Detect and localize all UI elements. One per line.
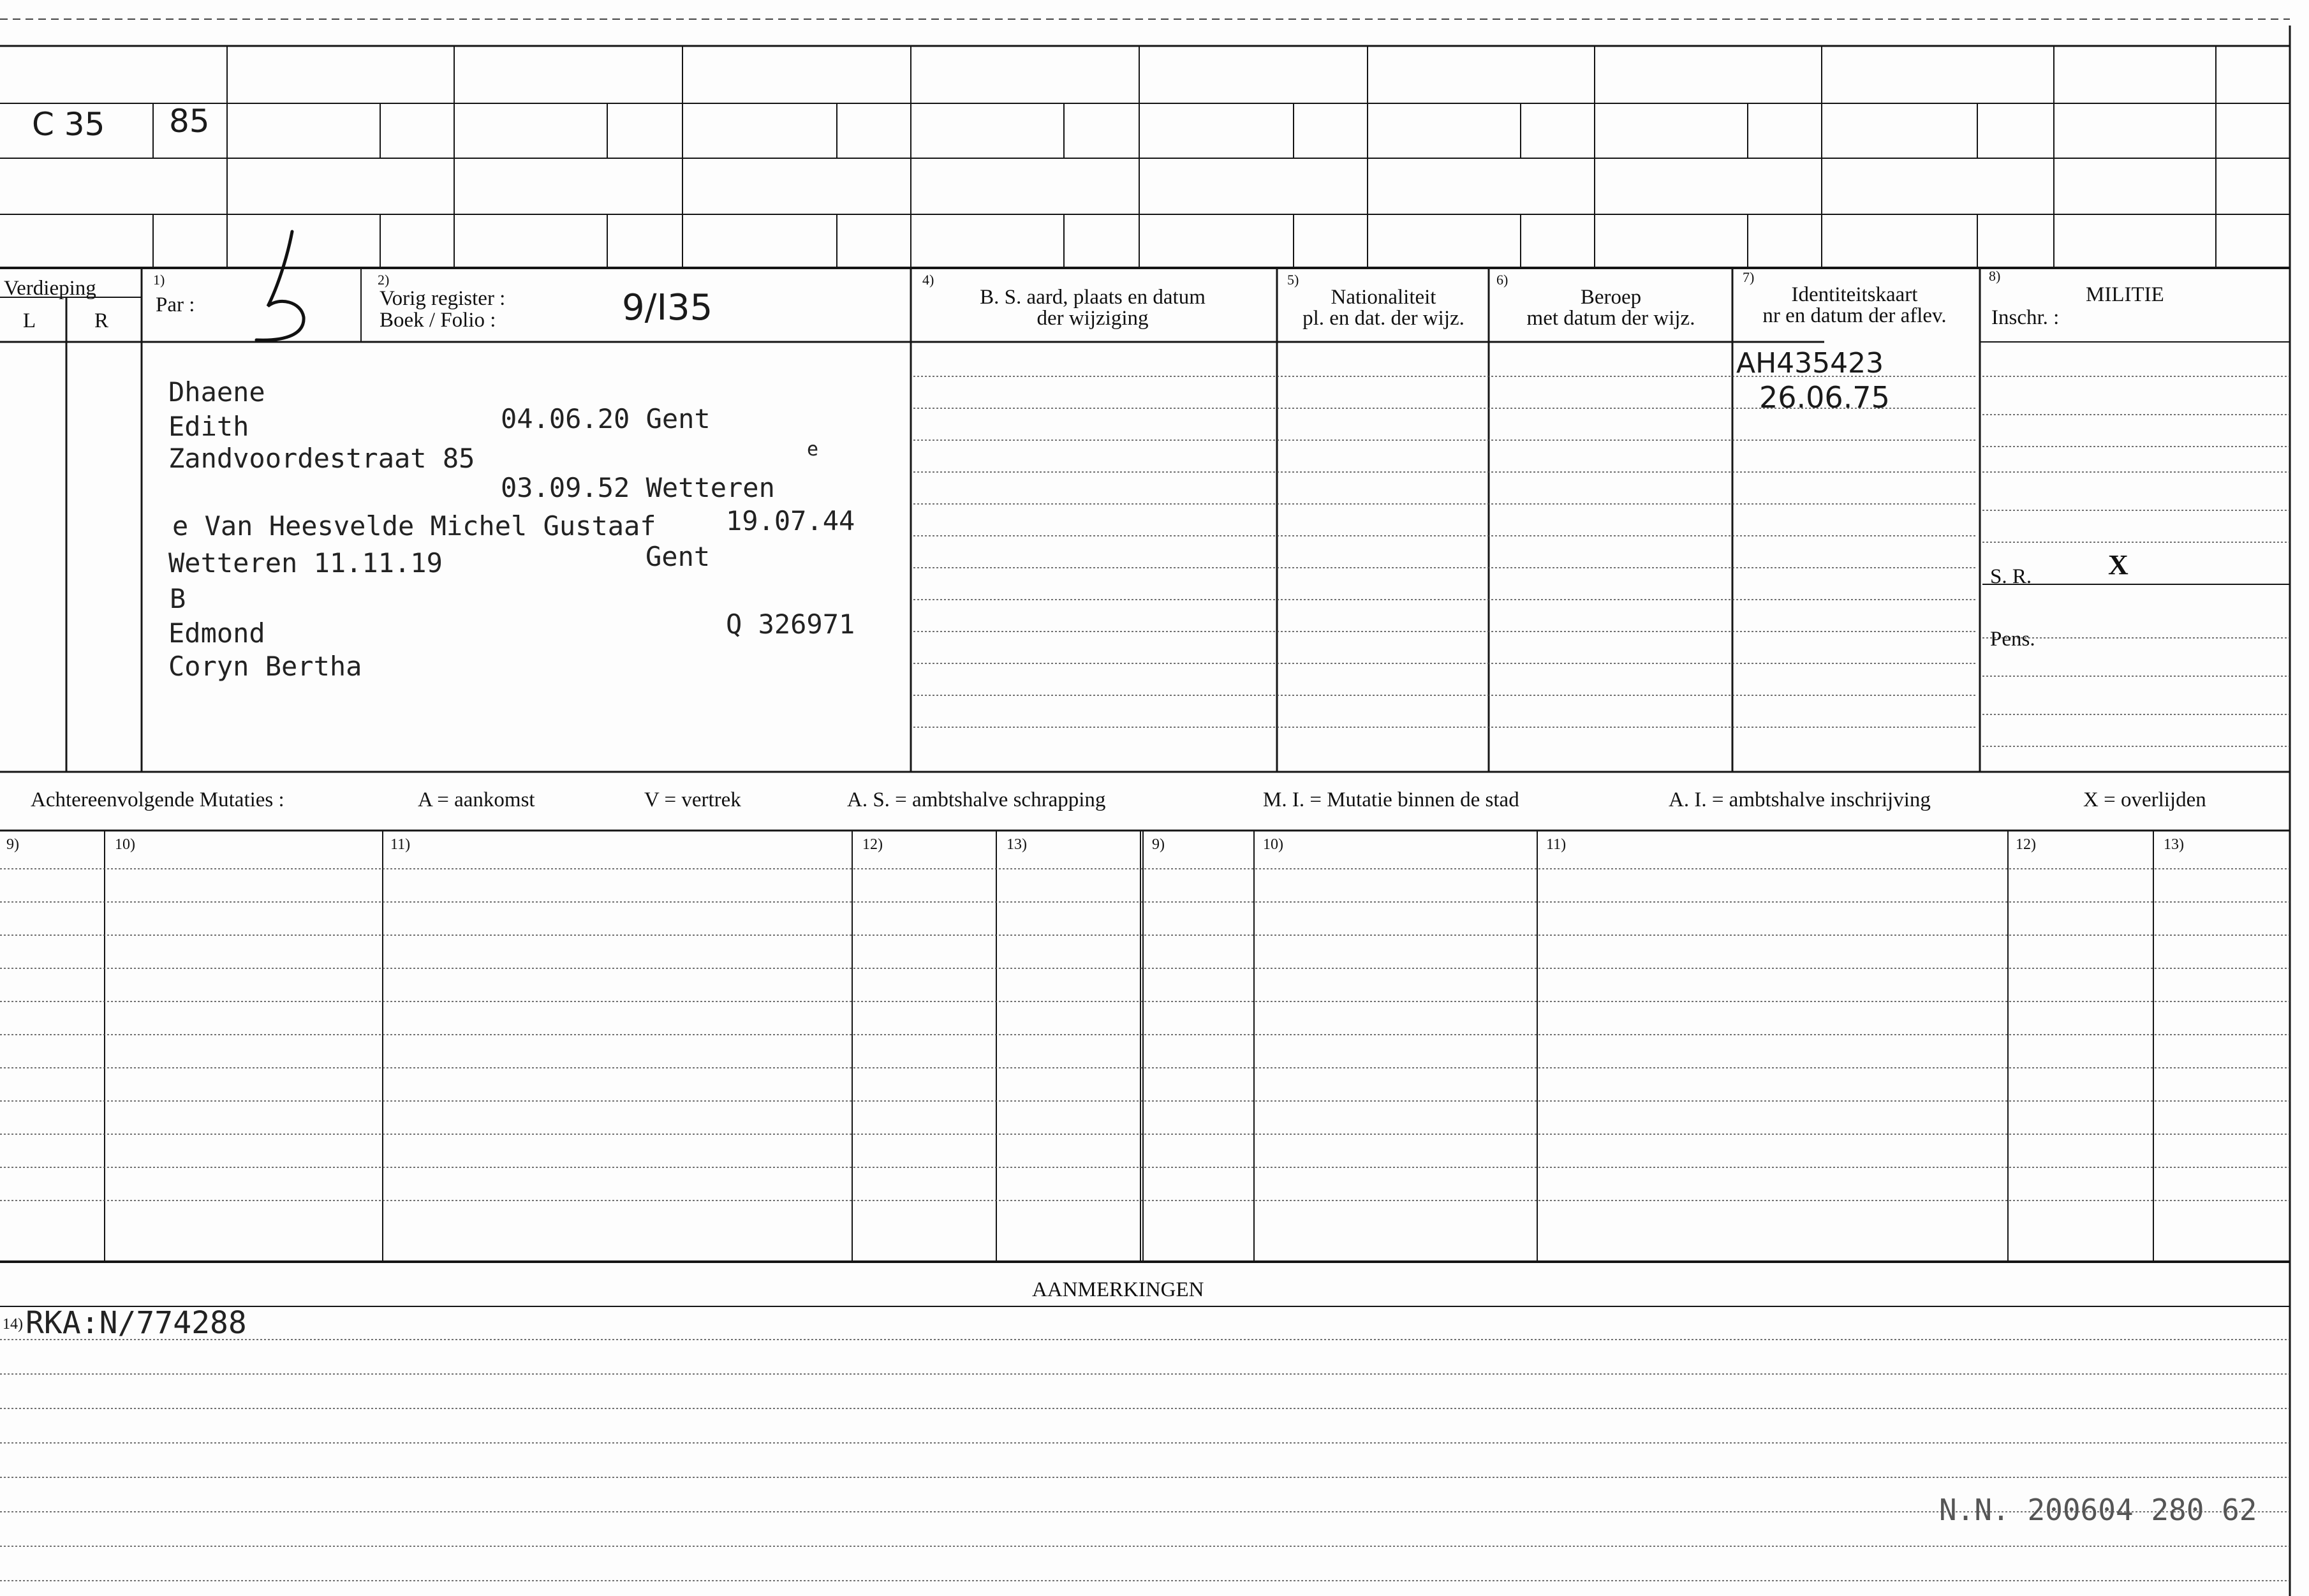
person-street: Zandvoordestraat 85 (168, 443, 475, 474)
mutatie-code-x: X = overlijden (2083, 788, 2206, 811)
beroep-label: Beroep met datum der wijz. (1526, 286, 1695, 330)
id-card-number: AH435423 (1736, 347, 1884, 380)
militie-title: MILITIE (2086, 283, 2164, 306)
mut-col-13a: 13) (1007, 836, 1027, 853)
vorig-register-num: 2) (378, 272, 390, 288)
index-code: C 35 (32, 106, 105, 143)
aanmerkingen-num: 14) (3, 1316, 23, 1333)
person-id-number: Q 326971 (726, 609, 855, 640)
mutatie-code-v: V = vertrek (644, 788, 741, 811)
index-number: 85 (169, 103, 210, 140)
sr-label: S. R. (1990, 565, 2032, 588)
nationaliteit-num: 5) (1287, 272, 1299, 288)
bs-label: B. S. aard, plaats en datum der wijziging (980, 286, 1206, 330)
mut-col-11a: 11) (390, 836, 411, 853)
mutatie-code-ai: A. I. = ambtshalve inschrijving (1669, 788, 1931, 811)
identiteitskaart-label: Identiteitskaart nr en datum der aflev. (1762, 283, 1947, 327)
pens-label: Pens. (1990, 628, 2035, 651)
mut-col-12a: 12) (862, 836, 883, 853)
mutatie-code-a: A = aankomst (418, 788, 535, 811)
person-spouse-birth: Wetteren 11.11.19 (168, 547, 443, 579)
mutatie-code-mi: M. I. = Mutatie binnen de stad (1263, 788, 1519, 811)
par-handwritten-mark (242, 226, 319, 348)
mutaties-title: Achtereenvolgende Mutaties : (31, 788, 284, 811)
vorig-register-value: 9/I35 (622, 287, 713, 329)
person-e-mark: e (807, 438, 819, 461)
militie-num: 8) (1989, 268, 2001, 284)
mut-col-9a: 9) (6, 836, 19, 853)
person-spouse-place: Gent (645, 541, 711, 572)
mut-col-10a: 10) (115, 836, 135, 853)
vorig-register-label: Vorig register : (380, 287, 506, 310)
par-label: Par : (156, 293, 195, 316)
person-date2: 03.09.52 Wetteren (501, 472, 775, 503)
mutatie-code-as: A. S. = ambtshalve schrapping (847, 788, 1106, 811)
person-surname: Dhaene (168, 376, 265, 408)
person-mother: Coryn Bertha (168, 651, 362, 682)
verdieping-label: Verdieping (4, 277, 96, 300)
par-num: 1) (153, 272, 165, 288)
mut-col-12b: 12) (2016, 836, 2036, 853)
bs-num: 4) (922, 272, 934, 288)
person-spouse: e Van Heesvelde Michel Gustaaf (172, 510, 656, 542)
person-firstname: Edith (168, 411, 249, 442)
mut-col-11b: 11) (1546, 836, 1567, 853)
verdieping-left: L (23, 309, 36, 332)
id-card-date: 26.06.75 (1759, 380, 1890, 415)
mut-col-13b: 13) (2164, 836, 2184, 853)
person-father: Edmond (168, 617, 265, 649)
beroep-num: 6) (1496, 272, 1509, 288)
sr-value: X (2108, 549, 2128, 580)
person-birth: 04.06.20 Gent (501, 403, 711, 434)
national-number: N.N. 200604 280 62 (1939, 1493, 2257, 1527)
nationaliteit-label: Nationaliteit pl. en dat. der wijz. (1302, 286, 1464, 330)
identiteitskaart-num: 7) (1743, 269, 1755, 285)
aanmerkingen-text: RKA:N/774288 (26, 1305, 247, 1341)
aanmerkingen-title: AANMERKINGEN (1032, 1278, 1204, 1301)
person-nationality: B (170, 583, 186, 614)
mut-col-10b: 10) (1263, 836, 1283, 853)
verdieping-right: R (94, 309, 109, 332)
militie-inschr-label: Inschr. : (1991, 306, 2060, 329)
person-spouse-date: 19.07.44 (726, 505, 855, 536)
mut-col-9b: 9) (1152, 836, 1165, 853)
boek-folio-label: Boek / Folio : (380, 309, 496, 332)
